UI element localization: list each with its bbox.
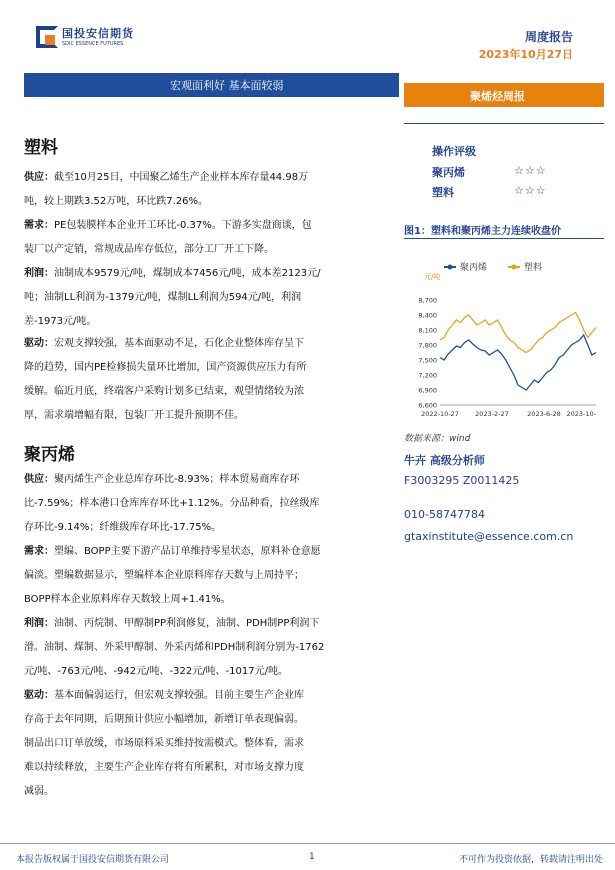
text: BOPP样本企业原料库存天数较上周+1.41%。 [24, 594, 231, 605]
analyst-name: 牛卉 高级分析师 [404, 454, 485, 467]
text: 油制、丙烷制、甲醇制PP利润修复，油制、PDH制PP利润下 [54, 618, 320, 629]
footer-disclaimer: 不可作为投资依据，转载请注明出处 [458, 855, 603, 865]
text: 装厂以产定销，常规成品库存低位，部分工厂开工下降。 [24, 244, 274, 255]
text: 减弱。 [24, 786, 54, 797]
plastic-driver [24, 332, 384, 428]
logo-name-en: SDIC ESSENCE FUTURES [62, 40, 124, 47]
rating-stars: ☆☆☆ [514, 184, 547, 197]
report-date: 2023年10月27日 [478, 48, 573, 61]
series-line [440, 313, 596, 353]
rating-stars: ☆☆☆ [514, 164, 547, 177]
plastic-supply [24, 166, 384, 214]
report-name: 聚烯烃周报 [470, 90, 525, 103]
y-tick-label: 6,600 [418, 401, 437, 410]
sidebar-divider [404, 123, 604, 124]
rating-name: 塑料 [432, 186, 454, 199]
text: 宏观支撑较强，基本面驱动不足，石化企业整体库存呈下 [54, 338, 304, 349]
y-tick-label: 7,200 [418, 371, 437, 380]
figure-title: 图1：塑料和聚丙烯主力连续收盘价 [404, 226, 561, 237]
company-logo [36, 26, 134, 48]
rating-title: 操作评级 [432, 145, 476, 158]
logo-name-cn: 国投安信期货 [62, 26, 134, 40]
text: 差-1973元/吨。 [24, 316, 97, 327]
y-tick-label: 8,100 [418, 326, 437, 335]
chart-series [440, 313, 596, 391]
data-source: 数据来源：wind [404, 434, 471, 444]
legend-marker-plastic [512, 265, 517, 270]
x-axis [421, 410, 597, 418]
rating-name: 聚丙烯 [432, 166, 465, 179]
footer-copyright: 本报告版权属于国投安信期货有限公司 [16, 855, 170, 865]
label: 驱动： [24, 338, 54, 349]
section-title-plastic: 塑料 [24, 138, 58, 158]
legend-marker-pp [448, 265, 453, 270]
contact-email[interactable]: gtaxinstitute@essence.com.cn [404, 530, 574, 543]
report-header [0, 0, 615, 60]
text: 聚丙烯生产企业总库存环比-8.93%；样本贸易商库存环 [54, 474, 300, 485]
text: 基本面偏弱运行，但宏观支撑较强。目前主要生产企业库 [54, 690, 304, 701]
label: 需求： [24, 546, 54, 557]
text: 厚，需求端增幅有限，包装厂开工提升预期不佳。 [24, 410, 244, 421]
y-axis [418, 297, 596, 410]
y-tick-label: 7,800 [418, 341, 437, 350]
legend-label-pp: 聚丙烯 [460, 263, 488, 273]
x-tick-label: 2023-2-27 [475, 410, 509, 418]
pp-supply [24, 468, 384, 540]
text: 存高于去年同期，后期预计供应小幅增加，新增订单表现偏弱。 [24, 714, 304, 725]
text: 存环比-9.14%；纤维级库存环比-17.75%。 [24, 522, 222, 533]
text: 难以持续释放，主要生产企业库存将有所累积，对市场支撑力度 [24, 762, 304, 773]
report-type: 周度报告 [524, 30, 573, 44]
text: 比-7.59%；样本港口仓库库存环比+1.12%。分品种看，拉丝级库 [24, 498, 320, 509]
y-tick-label: 6,900 [418, 386, 437, 395]
text: 缓解。临近月底，终端客户采购计划多已结束，观望情绪较为浓 [24, 386, 304, 397]
text: 油制成本9579元/吨，煤制成本7456元/吨，成本差2123元/ [54, 268, 321, 279]
text: 吨，较上期跌3.52万吨，环比跌7.26%。 [24, 196, 209, 207]
text: 制品出口订单放缓，市场原料采买维持按需模式。整体看，需求 [24, 738, 304, 749]
chart-legend [444, 261, 542, 273]
price-chart [404, 255, 604, 423]
x-tick-label: 2023-6-28 [527, 410, 561, 418]
y-tick-label: 8,400 [418, 311, 437, 320]
label: 利润： [24, 268, 54, 279]
label: 利润： [24, 618, 54, 629]
text: 塑编、BOPP主要下游产品订单维持零星状态，原料补仓意愿 [54, 546, 321, 557]
text: 降的趋势，国内PE检修损失量环比增加，国产资源供应压力有所 [24, 362, 307, 373]
pp-driver [24, 684, 384, 804]
plastic-profit [24, 262, 384, 334]
text: 截至10月25日，中国聚乙烯生产企业样本库存量44.98万 [54, 172, 309, 183]
y-axis-unit: 元/吨 [424, 273, 441, 281]
series-line [440, 335, 596, 390]
text: PE包装膜样本企业开工环比-0.37%。下游多实盘商谈，包 [54, 220, 312, 231]
footer-divider [0, 843, 615, 844]
y-tick-label: 7,500 [418, 356, 437, 365]
x-tick-label: 2023-10- [566, 410, 596, 418]
text: 吨；油制LL利润为-1379元/吨，煤制LL利润为594元/吨，利润 [24, 292, 302, 303]
figure-divider [404, 238, 604, 239]
text: 元/吨、-763元/吨、-942元/吨、-322元/吨、-1017元/吨。 [24, 666, 288, 677]
legend-label-plastic: 塑料 [524, 263, 543, 273]
text: 滑。油制、煤制、外采甲醇制、外采丙烯和PDH制利润分别为-1762 [24, 642, 325, 653]
pp-profit [24, 612, 384, 684]
label: 需求： [24, 220, 54, 231]
pp-demand [24, 540, 384, 612]
label: 驱动： [24, 690, 54, 701]
plastic-demand [24, 214, 384, 262]
logo-mark-icon [36, 26, 58, 48]
section-title-pp: 聚丙烯 [24, 445, 75, 465]
x-tick-label: 2022-10-27 [421, 410, 459, 418]
y-tick-label: 8,700 [418, 296, 437, 305]
text: 偏淡。塑编数据显示，塑编样本企业原料库存天数与上周持平； [24, 570, 304, 581]
page-number: 1 [309, 852, 315, 862]
analyst-ids: F3003295 Z0011425 [404, 474, 520, 487]
contact-phone: 010-58747784 [404, 508, 485, 521]
label: 供应： [24, 474, 54, 485]
headline: 宏观面利好 基本面较弱 [170, 79, 284, 92]
label: 供应： [24, 172, 54, 183]
